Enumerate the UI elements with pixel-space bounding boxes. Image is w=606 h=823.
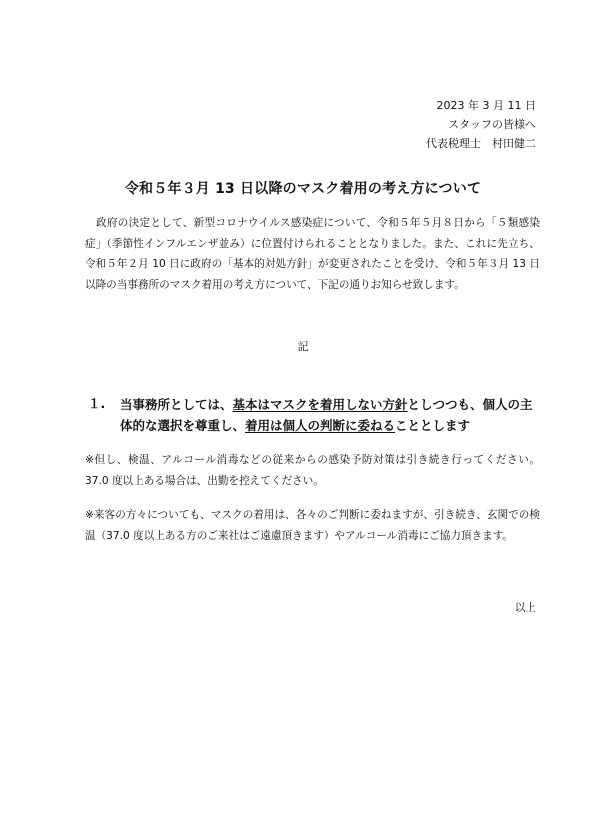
note-hygiene: ※但し、検温、アルコール消毒などの従来からの感染予防対策は引き続き行ってください。37.0 度以上ある場合は、出勤を控えてください。 — [85, 454, 540, 487]
sender: 代表税理士 村田健二 — [426, 137, 536, 150]
note-visitors: ※来客の方々についても、マスクの着用は、各々のご判断に委ねますが、引き続き、玄関での検温（37.0 度以上ある方のご来社はご遠慮頂きます）やアルコール消毒にご協力頂きます。 — [85, 509, 540, 542]
point-text-underlined-1: 基本はマスクを着用しない方針 — [232, 397, 408, 412]
date: 2023 年 3 月 11 日 — [436, 99, 536, 112]
point-text-part1: 当事務所としては、 — [120, 397, 233, 412]
point-text-underlined-2: 着用は個人の判断に委ねる — [245, 418, 396, 433]
point-text-part3: としつつも、個人の主体的な選択を尊重し、 — [120, 397, 533, 433]
point-number: １. — [88, 396, 106, 411]
header-block — [426, 96, 536, 153]
point-text — [120, 394, 545, 436]
intro-paragraph: 政府の決定として、新型コロナウイルス感染症について、令和５年５月８日から「５類感染症」（季節性インフルエンザ並み）に位置付けられることとなりました。また、これに先立ち、令和５年２月 10 日に政府の「基本的対処方針」が変更されたことを受け、令和５年３月 13 日以降の当事務所のマスク着用の考え方について、下記の通りお知らせ致します。 — [85, 217, 540, 291]
closing-mark: 以上 — [514, 602, 536, 614]
recipient: スタッフの皆様へ — [448, 118, 536, 131]
point-text-part5: こととします — [395, 418, 471, 433]
document-title: 令和５年３月 13 日以降のマスク着用の考え方について — [124, 181, 482, 197]
ki-marker: 記 — [297, 341, 309, 353]
